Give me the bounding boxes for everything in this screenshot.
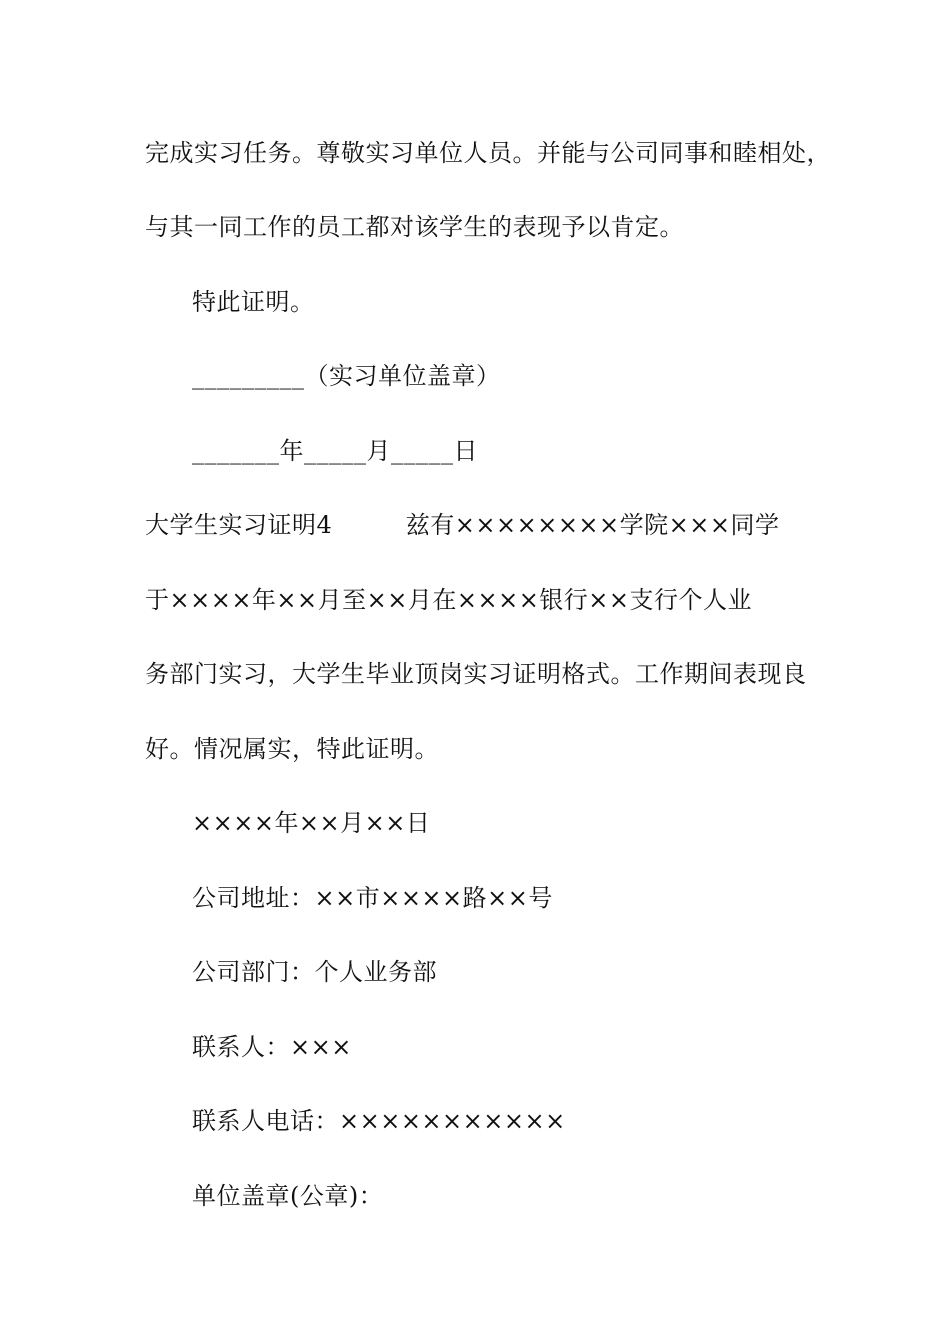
paragraph-line-2: 与其一同工作的员工都对该学生的表现予以肯定。: [145, 213, 684, 241]
paragraph-line-5: 好。情况属实，特此证明。: [145, 735, 439, 763]
paragraph-line-4: 务部门实习，大学生毕业顶岗实习证明格式。工作期间表现良: [145, 660, 807, 688]
contact-phone: 联系人电话：×××××××××××: [192, 1107, 566, 1135]
company-address: 公司地址：××市××××路××号: [192, 884, 553, 912]
certification-statement: 特此证明。: [192, 288, 315, 316]
date-blank-line: _______年_____月_____日: [192, 437, 478, 465]
paragraph-line-1: 完成实习任务。尊敬实习单位人员。并能与公司同事和睦相处，: [145, 139, 831, 167]
paragraph-line-3: 于××××年××月至××月在××××银行××支行个人业: [145, 586, 753, 614]
contact-person: 联系人：×××: [192, 1033, 352, 1061]
date-line: ××××年××月××日: [192, 809, 431, 837]
company-seal-line: _________（实习单位盖章）: [192, 362, 501, 390]
official-seal-line: 单位盖章(公章)：: [192, 1182, 384, 1210]
company-department: 公司部门：个人业务部: [192, 958, 437, 986]
section-heading-line: 大学生实习证明4 兹有××××××××学院×××同学: [145, 511, 780, 539]
